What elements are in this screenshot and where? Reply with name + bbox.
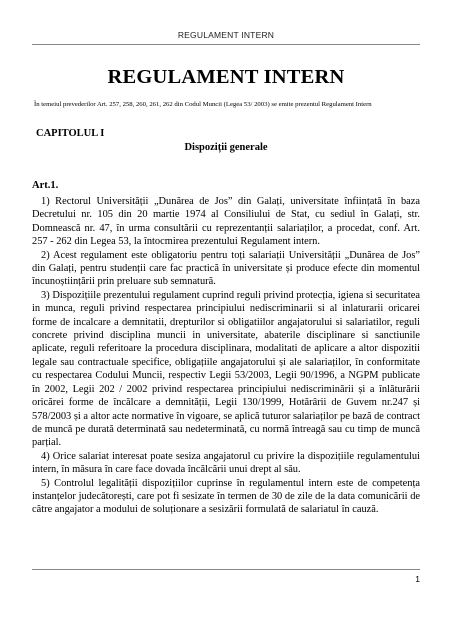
preamble-text: În temeiul prevederilor Art. 257, 258, 260, 261, 262 din Codul Muncii (Legea 53/ 2003) se emite prezentul Regulament Intern <box>34 101 372 108</box>
paragraph: 4) Orice salariat interesat poate sesiza angajatorul cu privire la dispozițiile regulamentului intern, în măsura în care face dovada încălcării unui drept al său. <box>32 450 420 476</box>
article-heading: Art.1. <box>32 180 59 191</box>
chapter-heading: CAPITOLUL I <box>36 128 105 139</box>
page-number: 1 <box>415 574 420 584</box>
paragraph: 2) Acest regulament este obligatoriu pentru toți salariații Universității „Dunărea de Jos” din Galați, pentru studenții care fac practică în universitate și produce efecte din momentul încunoștiințării prin preluare sub semnatură. <box>32 249 420 288</box>
chapter-title: Dispoziții generale <box>184 142 268 153</box>
paragraph: 1) Rectorul Universității „Dunărea de Jos” din Galați, universitate înființată în baza Decretului nr. 105 din 20 martie 1974 al Consiliului de Stat, cu sediul în Galați, str. Domnească nr. 47, în urma consultării cu reprezentanții salariaților, a procedat, conf. Art. 257 - 262 din Legea 53, la întocmirea prezentului Regulament intern. <box>32 196 420 248</box>
header-divider <box>32 44 420 45</box>
paragraph: 3) Dispozițiile prezentului regulament cuprind reguli privind protecția, igiena si securitatea in munca, reguli privind respectarea principiului nediscriminarii si al inlaturarii oricarei forme de incalcare a demnitatii, drepturilor si obligatiilor angajatorului si salariatilor, reguli concrete privind disciplina muncii in universitate, abaterile disciplinare si sanctiunile aplicate, reguli referitoare la procedura disciplinara, modalitati de aplicare a altor dispozitii legale sau contractuale specifice, obligațiile angajatorului și ale salariaților, în conformitate cu respectarea Codului Muncii, respectiv Legii 53/2003, Legii 90/1996, a NGPM publicate în 2002, Legii 202 / 2002 privind respectarea principiului nediscriminării și a înlăturării oricărei forme de încălcare a demnității, Legii 130/1999, Hotărârii de Guvem nr.247 și 578/2003 și a altor acte normative în vigoare, se aplică tuturor salariaților pe bază de contract de muncă pe durată determinată sau nedeterminată, cu normă întreagă sau cu timp de muncă parțial. <box>32 289 420 449</box>
document-title: REGULAMENT INTERN <box>107 66 345 88</box>
paragraph: 5) Controlul legalității dispozițiilor cuprinse în regulamentul intern este de competența instanțelor judecătorești, care pot fi sesizate în termen de 30 de zile de la data comunicării de către angajator a modului de soluționare a sesizării formulată de salariatul în cauză. <box>32 477 420 516</box>
running-header: REGULAMENT INTERN <box>177 30 275 40</box>
footer-divider <box>32 569 420 570</box>
article-body <box>32 195 420 517</box>
